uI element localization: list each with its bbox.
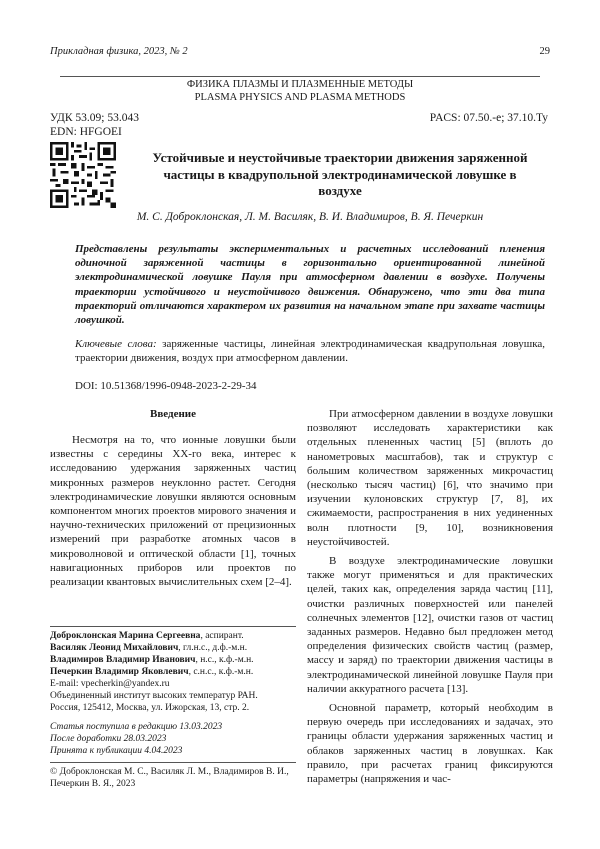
keywords-text: заряженные частицы, линейная электродинамическая квадрупольная ловушка, траектории движения, воздух при атмосферном давлении. bbox=[75, 338, 546, 365]
author-position: , гл.н.с., д.ф.-м.н. bbox=[178, 643, 248, 653]
abstract: Представлены результаты экспериментальных и расчетных исследований пленения одиночной заряженной частицы в горизонтально ориентированной линейной электродинамической ловушке Пауля при атмосферном давлении в воздухе. Получены траектории устойчивого и неустойчивого движения. Обнаружено, что эти два типа траекторий отличаются характером их развития на начальном этапе при захвате частицы ловушкой. bbox=[75, 243, 545, 327]
author-position: , с.н.с., к.ф.-м.н. bbox=[188, 667, 254, 677]
article-title: Устойчивые и неустойчивые траектории движения заряженной частицы в квадрупольной электродинамической ловушке в воздухе bbox=[152, 150, 528, 198]
author-position: , н.с., к.ф.-м.н. bbox=[195, 655, 254, 665]
page-number: 29 bbox=[539, 46, 550, 57]
received-date: Статья поступила в редакцию 13.03.2023 bbox=[50, 722, 223, 732]
accepted-date: Принята к публикации 4.04.2023 bbox=[50, 746, 183, 756]
copyright: © Доброклонская М. С., Василяк Л. М., Владимиров В. И., Печеркин В. Я., 2023 bbox=[50, 767, 289, 789]
paragraph: Несмотря на то, что ионные ловушки были известны с середины XX-го века, интерес к исследованию удержания заряженных частиц микронных размеров неуклонно растет. Сегодня электродинамические ловушки являются основным компонентом многих проектов мирового значения и научно-технических приложений от прецизионных измерений при разработке атомных часов в микроволновой и оптической области [1], точных навигационных приборов или проектов по реализации квантовых вычислительных схем [2–4]. bbox=[50, 434, 296, 589]
footnote-divider bbox=[50, 626, 296, 627]
revised-date: После доработки 28.03.2023 bbox=[50, 734, 167, 744]
author-position: , аспирант. bbox=[200, 631, 244, 641]
author-affiliations bbox=[50, 630, 300, 714]
doi: DOI: 10.51368/1996-0948-2023-2-29-34 bbox=[75, 380, 257, 392]
right-column bbox=[307, 407, 553, 786]
udk-code: УДК 53.09; 53.043 bbox=[50, 112, 139, 124]
contact-email: E-mail: vpecherkin@yandex.ru bbox=[50, 679, 170, 689]
edn-code: EDN: HFGOEI bbox=[50, 126, 122, 138]
running-header-journal: Прикладная физика, 2023, № 2 bbox=[50, 46, 188, 57]
article-dates bbox=[50, 721, 300, 757]
author-name: Доброклонская Марина Сергеевна bbox=[50, 631, 201, 641]
pacs-code: PACS: 07.50.-e; 37.10.Ty bbox=[429, 112, 548, 124]
section-heading bbox=[60, 76, 540, 104]
keywords bbox=[75, 337, 545, 365]
organization: Объединенный институт высоких температур РАН. bbox=[50, 691, 258, 701]
paragraph: Основной параметр, который необходим в первую очередь при исследованиях и задачах, это границы области удержания заряженных частиц и облаков заряженных частиц в ловушках. Как правило, при расчетах границ фиксируются параметры (напряжения и час- bbox=[307, 702, 553, 786]
section-heading-ru: ФИЗИКА ПЛАЗМЫ И ПЛАЗМЕННЫЕ МЕТОДЫ bbox=[186, 79, 414, 90]
paragraph: В воздухе электродинамические ловушки также могут применяться и для практических целей, таких как, определения заряда частиц [11], очистки различных поверхностей или панелей солнечных элементов [12], очистки газов от частиц заданных размеров. Недавно был предложен метод определения физических свойств частиц (размер, массу и заряд) по траектории движения частицы в электродинамической линейной ловушке Пауля при наличии аккуратного расчета [13]. bbox=[307, 555, 553, 695]
left-column bbox=[50, 433, 296, 589]
copyright-divider bbox=[50, 762, 296, 763]
paragraph: При атмосферном давлении в воздухе ловушки позволяют исследовать характеристики как отдельных плененных частиц [5] (вплоть до нанометровых масштабов), так и структур с большим количеством заряженных микрочастиц (несколько тысяч частиц) [6], что значимо при изучении кулоновских структур [7, 8], их сжимаемости, распространения в них уединенных волн плотности [9, 10], возникновения неустойчивостей. bbox=[307, 408, 553, 548]
qr-code-icon bbox=[50, 142, 116, 208]
authors-line: М. С. Доброклонская, Л. М. Василяк, В. И. Владимиров, В. Я. Печеркин bbox=[136, 211, 484, 223]
author-name: Владимиров Владимир Иванович bbox=[50, 655, 196, 665]
author-name: Печеркин Владимир Яковлевич bbox=[50, 667, 189, 677]
author-name: Василяк Леонид Михайлович bbox=[50, 643, 179, 653]
introduction-heading: Введение bbox=[149, 408, 197, 420]
section-heading-en: PLASMA PHYSICS AND PLASMA METHODS bbox=[194, 92, 406, 103]
address: Россия, 125412, Москва, ул. Ижорская, 13, стр. 2. bbox=[50, 703, 250, 713]
keywords-label: Ключевые слова: bbox=[75, 338, 157, 350]
